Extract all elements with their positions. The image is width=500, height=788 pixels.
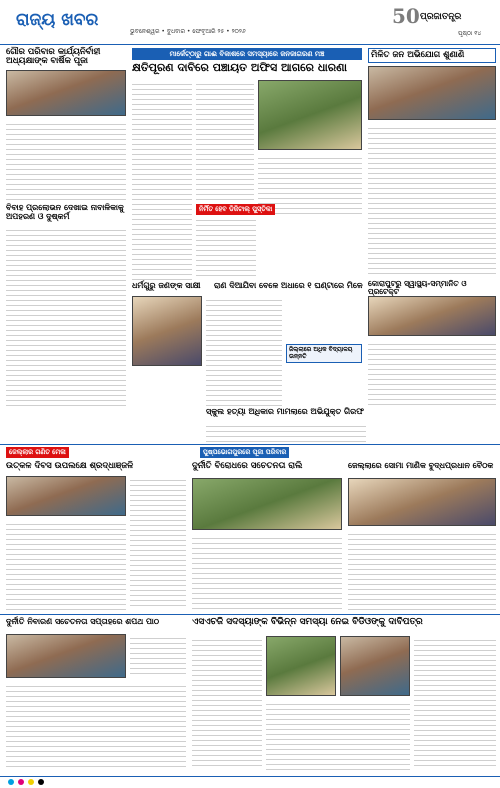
photo-row3-3 <box>348 478 496 526</box>
right-headline-1: ମିଳିତ ଜନ ଅଭିଯୋଗ ଶୁଣାଣି <box>368 48 496 63</box>
magenta-mark <box>18 779 24 785</box>
row4-text-4 <box>414 636 496 770</box>
row3-headline-3: ଜେଲ୍ଲାରେ ସୋମା ମାଣିକ ବୁଦ୍ଧପ୍ରଧାନ ବୈଠକ <box>348 461 494 470</box>
photo-right-1 <box>368 66 496 120</box>
center-text <box>206 422 366 442</box>
lead-text-d <box>196 216 256 276</box>
right-headline-2: କୋରାପୁଟରୁ ସ୍ୱାସ୍ଥ୍ୟ-ସମ୍ମାନିତ ଓ ପ୍ରଟେକ୍ଟ <box>368 279 467 297</box>
row4-text-3 <box>266 700 410 770</box>
lead-text-b <box>196 80 254 200</box>
photo-row3-2 <box>192 478 342 530</box>
strip-label-1: ଜେଲ୍ଲାର ଗଣିତ ମେଳା <box>6 447 69 458</box>
section-title: ରାଜ୍ୟ ଖବର <box>16 10 99 30</box>
dateline: ଭୁବନେଶ୍ୱର • ବୁଧବାର • ଫେବୃଆରି ୨୫ • ୨୦୨୬ <box>130 28 246 35</box>
row3-text-1b <box>130 476 186 610</box>
left-text-1 <box>6 120 126 200</box>
subbox: ଜିଲ୍ଲାରେ ଅଧିକ ବିଦ୍ୟାଳୟ ଉନ୍ନତି <box>286 344 362 363</box>
row4-headline-2: ଏସଏଚଜି ସଦସ୍ୟାଙ୍କ ବିଭିନ୍ନ ସମସ୍ୟା ନେଇ ବିଡିଓଙ୍କୁ ଦାବିପତ୍ର <box>192 617 423 627</box>
left-headline-1: ଗୌର ପରିବାର କାର୍ଯ୍ୟନିର୍ବାହୀ ଅଧ୍ୟକ୍ଷାଙ୍କ ବାର୍ଷିକ ପୂଜା <box>6 47 101 67</box>
cyan-mark <box>8 779 14 785</box>
footer-rule <box>0 776 500 777</box>
photo-right-2 <box>368 296 496 336</box>
masthead-rule <box>0 44 500 45</box>
photo-mid <box>132 296 202 366</box>
anniversary-logo: 50 <box>392 4 420 28</box>
photo-row4-3 <box>340 636 410 696</box>
row4-text-2 <box>192 636 262 770</box>
photo-row4-1 <box>6 634 126 678</box>
right-text-2 <box>368 340 496 406</box>
photo-row4-2 <box>266 636 336 696</box>
right-text-1 <box>368 124 496 274</box>
black-mark <box>38 779 44 785</box>
left-text-2 <box>6 226 126 406</box>
photo-left-1 <box>6 70 126 116</box>
row3-text-2 <box>192 534 342 610</box>
digital-booklet-tag: ନିର୍ମିତ ହେବ ଡିଜିଟାଲ୍ ପୁସ୍ତିକା <box>196 204 275 215</box>
center-headline: ସ୍କୁଲ ହତ୍ୟା ଅଧିକାର ମାମଲାରେ ଅଭିଯୁକ୍ତ ଗିରଫ <box>206 407 364 416</box>
row3-text-3 <box>348 530 496 610</box>
newspaper-brand: ପ୍ରଜାତନ୍ତ୍ର <box>420 12 462 22</box>
row4-text-1b <box>130 634 186 678</box>
photo-row3-1 <box>6 476 126 516</box>
mid-headline: ଧର୍ମଗୁରୁ ଜଣଙ୍କ ସାକ୍ଷୀ <box>132 281 201 290</box>
page-number: ପୃଷ୍ଠା ୧୪ <box>458 30 482 37</box>
left-headline-2: ବିବାହ ପ୍ରଲୋଭନ ଦେଖାଇ ନାବାଳିକାକୁ ଅପହରଣ ଓ ଦୁଷ୍କର୍ମ <box>6 203 124 221</box>
row4-headline-1: ଦୁର୍ନୀତି ନିବାରଣ ସଚେତନତା ସପ୍ତାହରେ ଶପଥ ପାଠ <box>6 617 160 626</box>
row3-headline-1: ଉତ୍କଳ ଦିବସ ଉପଲକ୍ଷେ ଶ୍ରଦ୍ଧାଞ୍ଜଳି <box>6 461 134 471</box>
section-rule-1 <box>0 444 500 445</box>
strip-label-2: ପୁଷ୍ପଭୋଗପୁରରେ ପୂଜା ପରିବାର <box>200 447 289 458</box>
photo-lead <box>258 80 362 150</box>
section-rule-2 <box>0 614 500 615</box>
mid-headline-2: ରାଣ ଦିଆଯିବା ବେଳେ ଅଧାରେ ୧ ଘଣ୍ଟାରେ ମିଳେ <box>214 281 363 290</box>
row3-text-1 <box>6 520 126 610</box>
lead-text-a <box>132 80 192 280</box>
yellow-mark <box>28 779 34 785</box>
row4-text-1 <box>6 682 186 770</box>
mid-text <box>206 296 282 406</box>
masthead <box>0 0 500 44</box>
lead-headline: କ୍ଷତିପୂରଣ ଦାବିରେ ପଞ୍ଚାୟତ ଅଫିସ ଆଗରେ ଧାରଣା <box>132 61 347 74</box>
row3-headline-2: ଦୁର୍ନୀତି ବିରୋଧରେ ସଚେତନତା ରାଲି <box>192 461 303 471</box>
top-banner: ମାର୍କେଟ୍‌ଠାରୁ ଗାଈ ବିକାଶରେ ସମସ୍ୟାରେ ଜନଜାଗରଣ ମଞ୍ଚ <box>132 48 362 60</box>
